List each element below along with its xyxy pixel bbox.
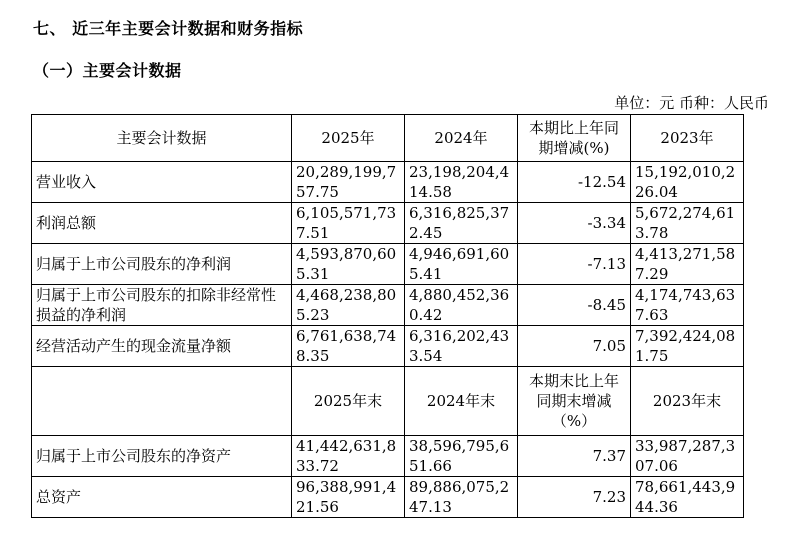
subheader-cell-2025-end: 2025年末 [292, 367, 405, 436]
value-change: -12.54 [518, 162, 631, 203]
row-label: 营业收入 [32, 162, 292, 203]
value-2023: 4,413,271,587.29 [631, 244, 744, 285]
value-change: 7.05 [518, 326, 631, 367]
table-row [32, 203, 744, 244]
subheader-cell-change: 本期末比上年同期末增减（%） [518, 367, 631, 436]
table-row [32, 326, 744, 367]
value-2023: 4,174,743,637.63 [631, 285, 744, 326]
header-cell-change: 本期比上年同期增减(%) [518, 115, 631, 162]
subheader-cell-empty [32, 367, 292, 436]
value-change: -3.34 [518, 203, 631, 244]
table-subheader-row [32, 367, 744, 436]
table-row [32, 477, 744, 518]
header-cell-2024: 2024年 [405, 115, 518, 162]
row-label: 经营活动产生的现金流量净额 [32, 326, 292, 367]
value-2025: 6,105,571,737.51 [292, 203, 405, 244]
row-label: 归属于上市公司股东的净利润 [32, 244, 292, 285]
value-change: -7.13 [518, 244, 631, 285]
value-2023: 7,392,424,081.75 [631, 326, 744, 367]
value-2025: 96,388,991,421.56 [292, 477, 405, 518]
value-2023: 78,661,443,944.36 [631, 477, 744, 518]
subheader-cell-2023-end: 2023年末 [631, 367, 744, 436]
header-cell-2025: 2025年 [292, 115, 405, 162]
section-heading: 七、 近三年主要会计数据和财务指标 [33, 19, 304, 38]
unit-currency-note: 单位：元 币种：人民币 [614, 94, 769, 112]
value-2024: 4,880,452,360.42 [405, 285, 518, 326]
value-2023: 33,987,287,307.06 [631, 436, 744, 477]
row-label: 归属于上市公司股东的净资产 [32, 436, 292, 477]
value-2025: 6,761,638,748.35 [292, 326, 405, 367]
financial-data-table [31, 114, 744, 518]
value-2023: 15,192,010,226.04 [631, 162, 744, 203]
value-2024: 4,946,691,605.41 [405, 244, 518, 285]
table-row [32, 285, 744, 326]
row-label: 归属于上市公司股东的扣除非经常性损益的净利润 [32, 285, 292, 326]
table-row [32, 162, 744, 203]
value-change: -8.45 [518, 285, 631, 326]
value-2024: 23,198,204,414.58 [405, 162, 518, 203]
table-row [32, 244, 744, 285]
value-2024: 6,316,825,372.45 [405, 203, 518, 244]
value-2023: 5,672,274,613.78 [631, 203, 744, 244]
table-header-row [32, 115, 744, 162]
row-label: 利润总额 [32, 203, 292, 244]
value-change: 7.23 [518, 477, 631, 518]
value-2025: 4,593,870,605.31 [292, 244, 405, 285]
header-cell-item: 主要会计数据 [32, 115, 292, 162]
subheader-cell-2024-end: 2024年末 [405, 367, 518, 436]
value-change: 7.37 [518, 436, 631, 477]
subsection-heading: （一）主要会计数据 [33, 61, 182, 80]
value-2025: 41,442,631,833.72 [292, 436, 405, 477]
table-row [32, 436, 744, 477]
value-2024: 89,886,075,247.13 [405, 477, 518, 518]
header-cell-2023: 2023年 [631, 115, 744, 162]
row-label: 总资产 [32, 477, 292, 518]
value-2024: 6,316,202,433.54 [405, 326, 518, 367]
value-2025: 20,289,199,757.75 [292, 162, 405, 203]
value-2025: 4,468,238,805.23 [292, 285, 405, 326]
value-2024: 38,596,795,651.66 [405, 436, 518, 477]
